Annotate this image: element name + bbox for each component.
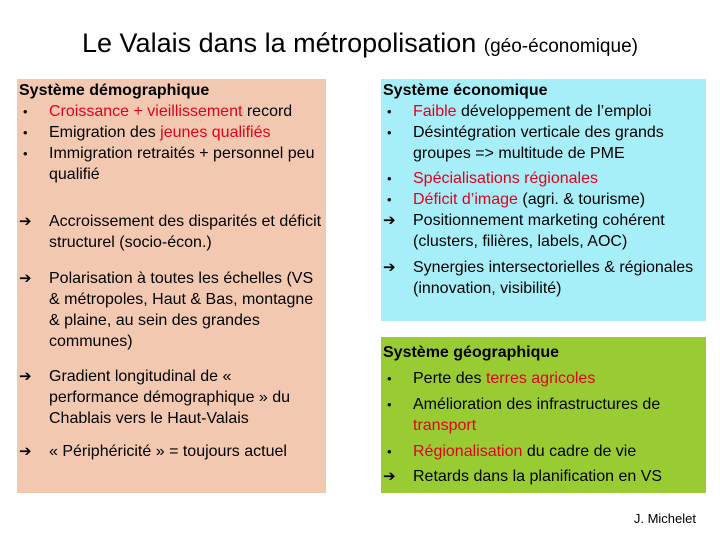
arrow-icon: ➔	[383, 212, 396, 229]
demographic-system-box	[17, 79, 326, 493]
gradient-text: Gradient longitudinal de « performance démographique » du Chablais vers le Haut-Valais	[49, 368, 291, 427]
immigration-text: Immigration retraités + personnel peu qualifié	[49, 145, 315, 183]
economic-bullet-specialisation	[383, 168, 702, 189]
arrow-icon: ➔	[19, 443, 32, 460]
image-highlight: Déficit d’image	[413, 191, 518, 208]
bullet-icon: •	[23, 146, 28, 161]
growth-highlight: Croissance + vieillissement	[49, 103, 243, 120]
bullet-icon: •	[387, 444, 392, 459]
economic-arrow-marketing	[383, 210, 702, 252]
title-subtitle: (géo-économique)	[483, 36, 638, 57]
geographic-system-box	[381, 337, 706, 493]
economic-bullet-image	[383, 189, 702, 210]
geographic-bullet-farmland	[383, 368, 702, 389]
geographic-bullet-regionalisation	[383, 441, 702, 462]
emigration-highlight: jeunes qualifiés	[160, 124, 271, 141]
author-signature: J. Michelet	[633, 511, 696, 526]
economic-arrow-synergies	[383, 257, 702, 299]
farmland-highlight: terres agricoles	[485, 370, 596, 387]
disintegration-text: Désintégration verticale des grands groupes => multitude de PME	[413, 124, 664, 162]
bullet-icon: •	[387, 397, 392, 412]
arrow-icon: ➔	[383, 259, 396, 276]
synergies-text: Synergies intersectorielles & régionales (innovation, visibilité)	[413, 259, 694, 297]
demographic-arrow-polarisation	[19, 268, 322, 352]
economic-bullet-disintegration	[383, 122, 702, 164]
specialisation-text: Spécialisations régionales	[413, 170, 598, 187]
infrastructure-pre: Amélioration des infrastructures de	[413, 396, 661, 413]
bullet-icon: •	[387, 104, 392, 119]
geographic-heading: Système géographique	[383, 344, 560, 361]
bullet-icon: •	[387, 171, 392, 186]
slide-title	[0, 26, 720, 64]
arrow-icon: ➔	[19, 270, 32, 287]
geographic-arrow-planning	[383, 466, 702, 487]
image-rest: (agri. & tourisme)	[517, 191, 646, 208]
arrow-icon: ➔	[383, 468, 396, 485]
disparities-text: Accroissement des disparités et déficit structurel (socio-écon.)	[49, 213, 322, 251]
demographic-arrow-gradient	[19, 366, 322, 429]
bullet-icon: •	[387, 192, 392, 207]
arrow-icon: ➔	[19, 213, 32, 230]
farmland-pre: Perte des	[413, 370, 486, 387]
demographic-arrow-periphericity	[19, 441, 322, 462]
emigration-pre: Emigration des	[49, 124, 161, 141]
demographic-bullet-immigration	[19, 143, 322, 185]
infrastructure-highlight: transport	[413, 417, 477, 434]
employment-rest: développement de l’emploi	[456, 103, 652, 120]
title-main: Le Valais dans la métropolisation	[82, 28, 477, 58]
regionalisation-highlight: Régionalisation	[413, 443, 523, 460]
growth-rest: record	[242, 103, 293, 120]
economic-system-box	[381, 79, 706, 321]
marketing-text: Positionnement marketing cohérent (clusters, filières, labels, AOC)	[413, 212, 665, 250]
bullet-icon: •	[23, 125, 28, 140]
economic-bullet-employment	[383, 101, 702, 122]
regionalisation-rest: du cadre de vie	[522, 443, 637, 460]
bullet-icon: •	[387, 125, 392, 140]
bullet-icon: •	[387, 371, 392, 386]
arrow-icon: ➔	[19, 368, 32, 385]
periphericity-text: « Périphéricité » = toujours actuel	[49, 443, 287, 460]
demographic-bullet-growth	[19, 101, 322, 122]
economic-heading: Système économique	[383, 82, 548, 99]
employment-highlight: Faible	[413, 103, 457, 120]
demographic-bullet-emigration	[19, 122, 322, 143]
planning-text: Retards dans la planification en VS	[413, 468, 663, 485]
demographic-heading: Système démographique	[19, 82, 210, 99]
bullet-icon: •	[23, 104, 28, 119]
geographic-bullet-infrastructure	[383, 394, 702, 436]
demographic-arrow-disparities	[19, 211, 322, 253]
polarisation-text: Polarisation à toutes les échelles (VS & métropoles, Haut & Bas, montagne & plaine, au sein des grandes communes)	[49, 270, 314, 350]
